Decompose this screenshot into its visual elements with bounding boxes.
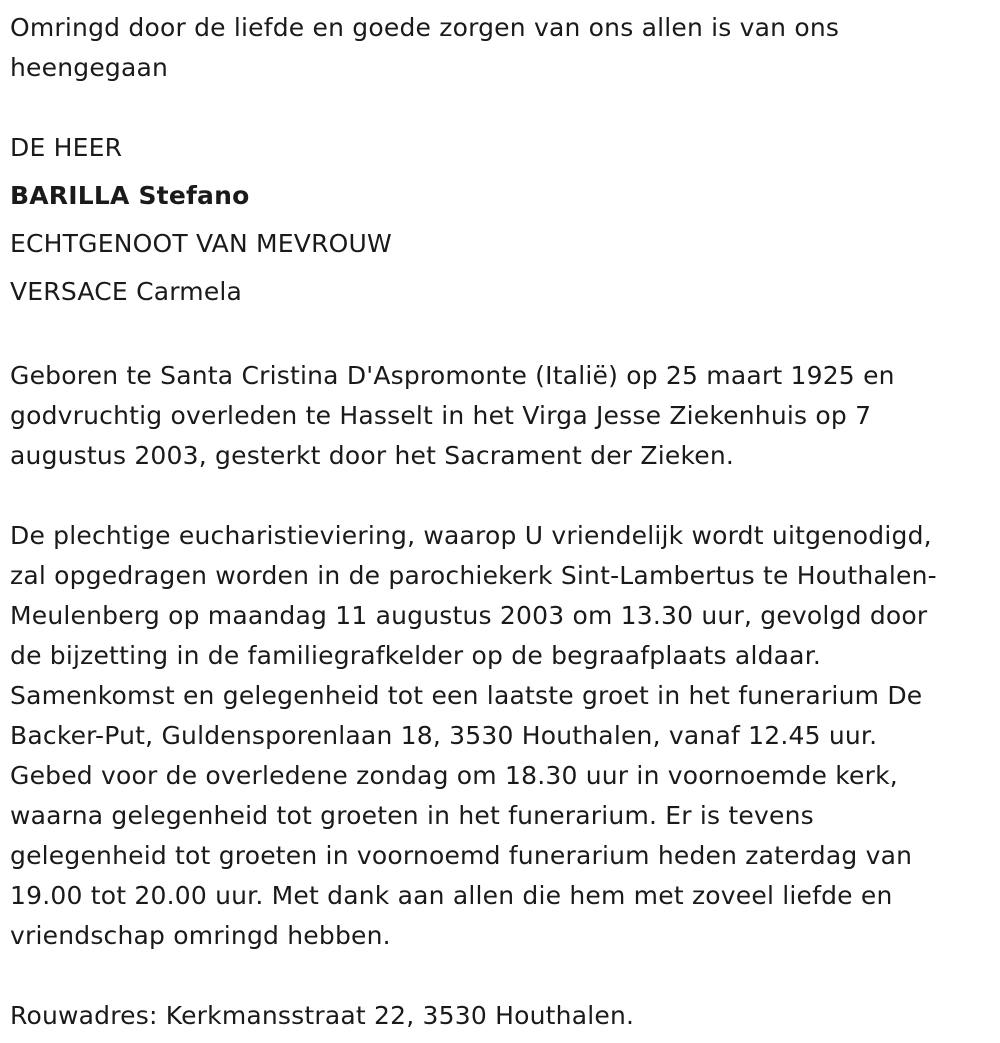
text-line: Omringd door de liefde en goede zorgen van ons allen is van ons	[10, 13, 840, 42]
text-line: de bijzetting in de familiegrafkelder op de begraafplaats aldaar.	[10, 641, 822, 670]
text-line: Samenkomst en gelegenheid tot een laatste groet in het funerarium De	[10, 681, 923, 710]
text-line: waarna gelegenheid tot groeten in het funerarium. Er is tevens	[10, 801, 814, 830]
text-line: 19.00 tot 20.00 uur. Met dank aan allen die hem met zoveel liefde en	[10, 881, 893, 910]
address-paragraph	[10, 996, 990, 1036]
ceremony-paragraph	[10, 516, 990, 956]
text-line: vriendschap omringd hebben.	[10, 921, 391, 950]
deceased-block	[10, 124, 990, 316]
text-line: heengegaan	[10, 53, 169, 82]
text-line: Meulenberg op maandag 11 augustus 2003 om 13.30 uur, gevolgd door	[10, 601, 928, 630]
text-line: Geboren te Santa Cristina D'Aspromonte (Italië) op 25 maart 1925 en	[10, 361, 895, 390]
text-line: zal opgedragen worden in de parochiekerk Sint-Lambertus te Houthalen-	[10, 561, 937, 590]
deceased-name: BARILLA Stefano	[10, 181, 250, 210]
text-line: augustus 2003, gesterkt door het Sacrament der Zieken.	[10, 441, 735, 470]
deceased-relation: ECHTGENOOT VAN MEVROUW	[10, 229, 392, 258]
text-line: De plechtige eucharistieviering, waarop U vriendelijk wordt uitgenodigd,	[10, 521, 932, 550]
mourning-address: Rouwadres: Kerkmansstraat 22, 3530 Houthalen.	[10, 1001, 635, 1030]
text-line: Backer-Put, Guldensporenlaan 18, 3530 Houthalen, vanaf 12.45 uur.	[10, 721, 878, 750]
birth-death-paragraph	[10, 356, 990, 476]
spouse-name: VERSACE Carmela	[10, 277, 243, 306]
text-line: gelegenheid tot groeten in voornoemd funerarium heden zaterdag van	[10, 841, 913, 870]
intro-paragraph	[10, 8, 990, 88]
text-line: Gebed voor de overledene zondag om 18.30 uur in voornoemde kerk,	[10, 761, 898, 790]
text-line: godvruchtig overleden te Hasselt in het Virga Jesse Ziekenhuis op 7	[10, 401, 872, 430]
deceased-title: DE HEER	[10, 133, 123, 162]
